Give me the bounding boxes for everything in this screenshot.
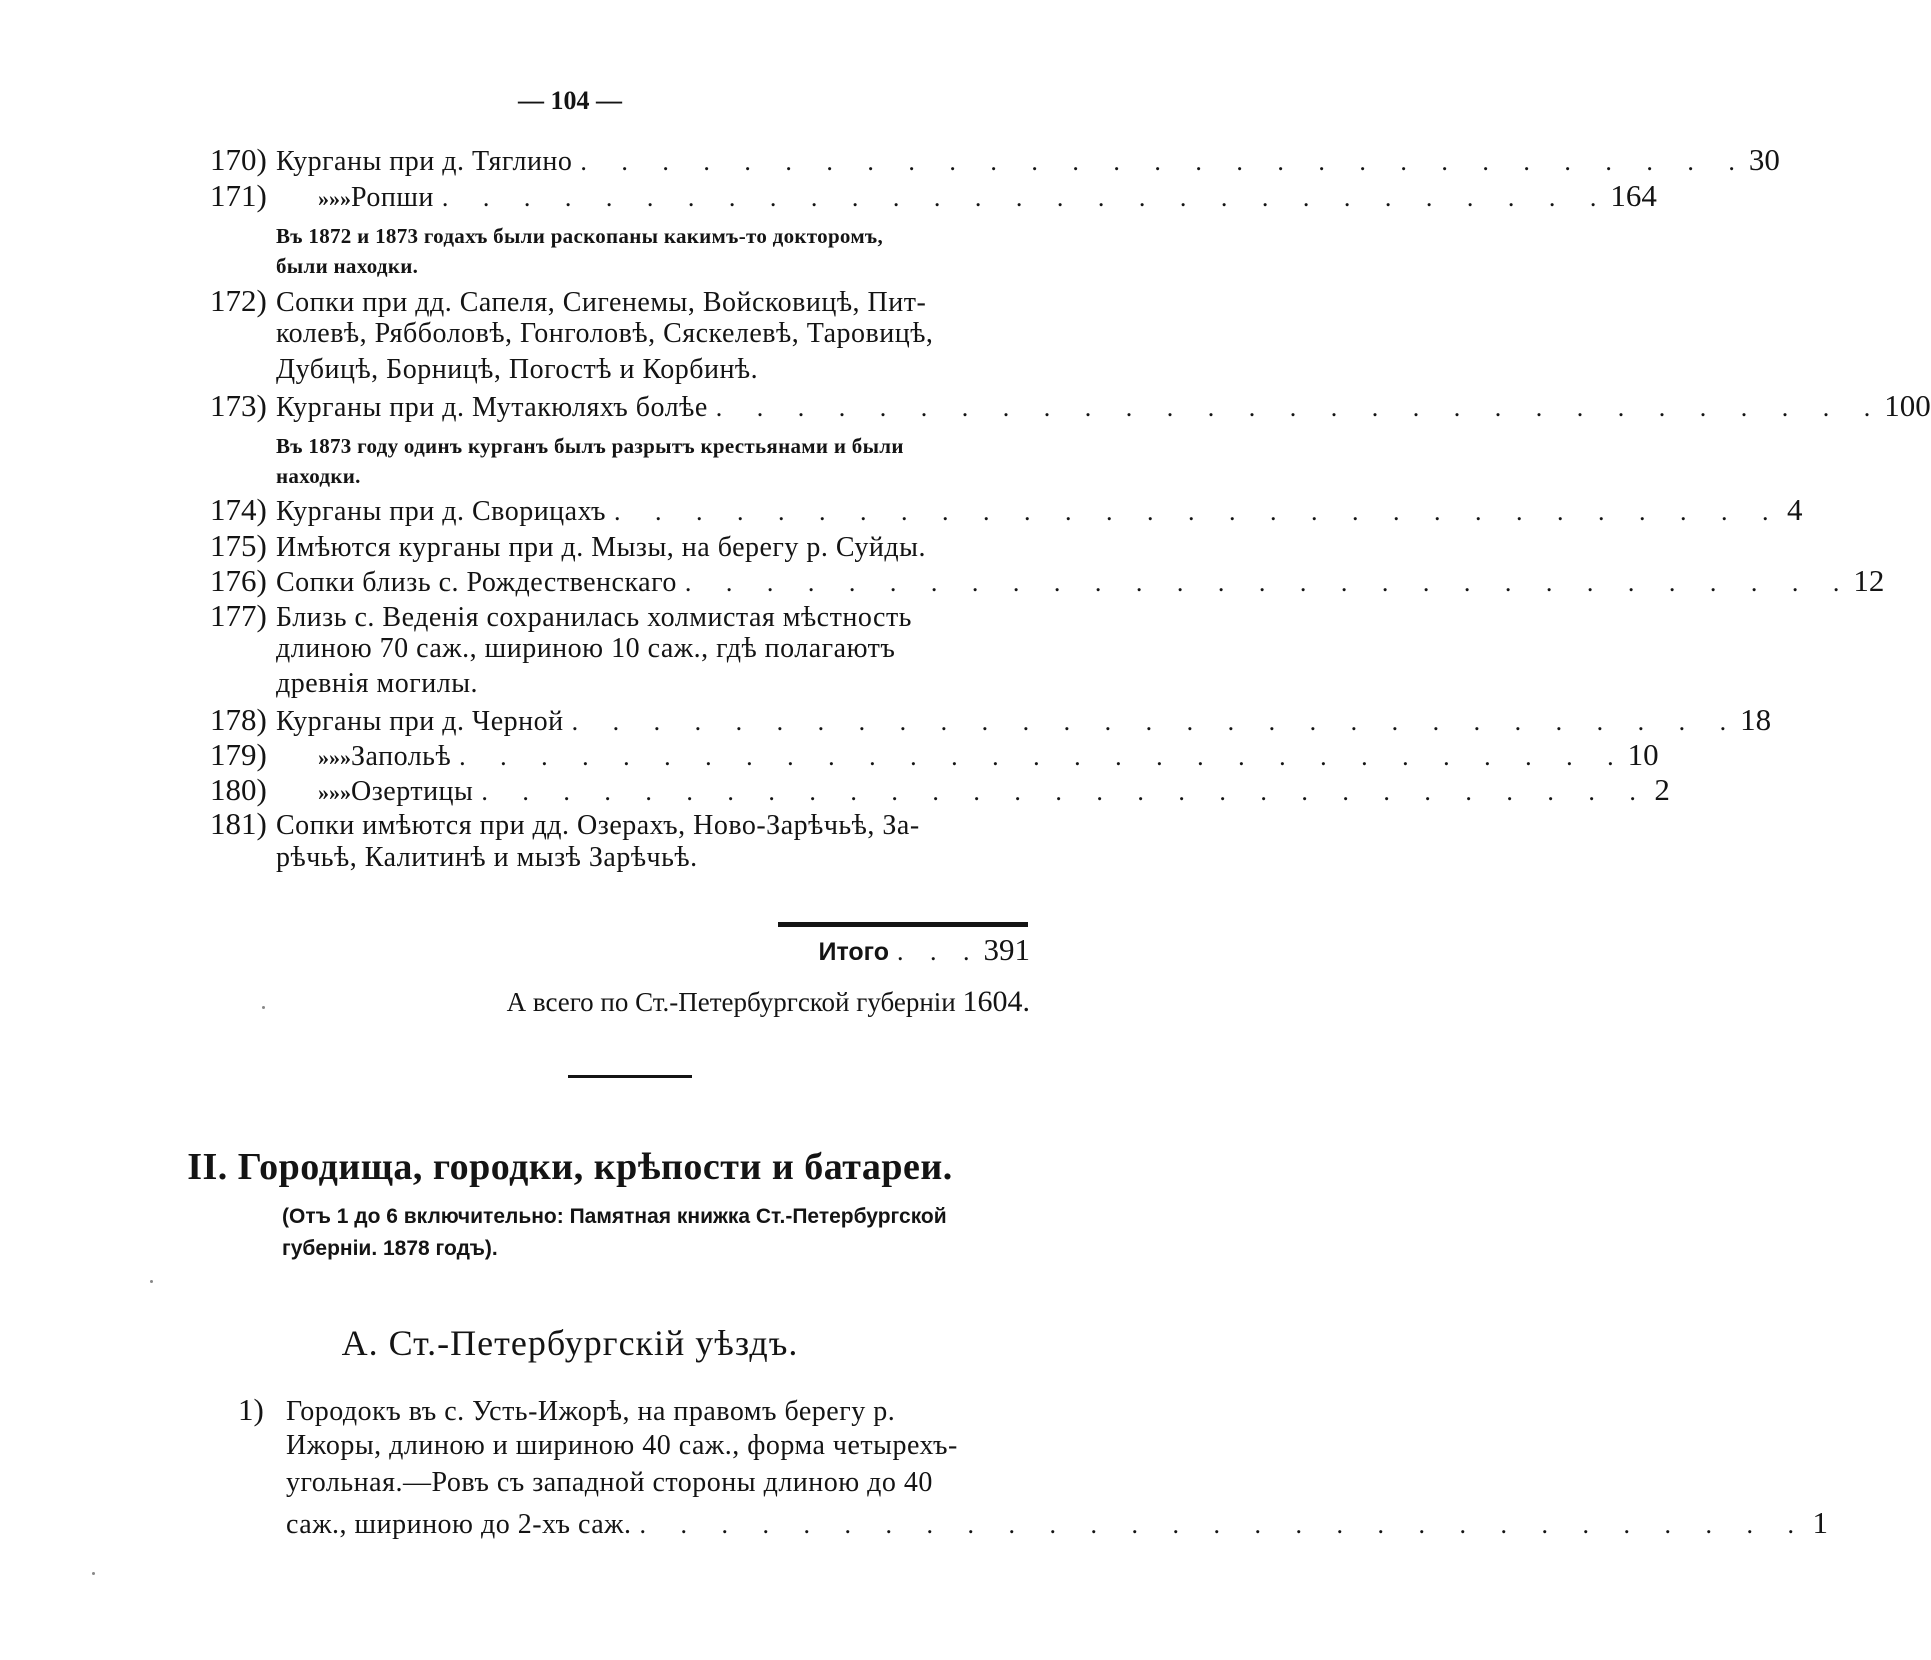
entry-count: 100 [1884, 388, 1931, 423]
entry-177 [210, 598, 1030, 634]
entry-count: 10 [1627, 737, 1659, 772]
total-value: 391 [983, 932, 1030, 967]
entry-number: 175) [210, 528, 267, 563]
entry-175 [210, 528, 1030, 564]
section-heading: II. Городища, городки, крѣпости и батареи. [187, 1146, 953, 1188]
entry-count: 4 [1787, 492, 1803, 527]
entry-number: 173) [210, 388, 267, 423]
entry-176 [210, 563, 1885, 599]
scan-speck [92, 1572, 95, 1575]
entry-count: 12 [1853, 563, 1885, 598]
ditto-mark: » [340, 745, 351, 770]
entry-180 [210, 772, 1670, 808]
entry-continuation: длиною 70 саж., шириною 10 саж., гдѣ полагаютъ [276, 633, 896, 664]
leader-dots: . . . . . . . . . . . . . . . . . . . . . . . . . . . . . [571, 707, 1741, 736]
entry-number: 178) [210, 702, 267, 737]
leader-dots: . . . . . . . . . . . . . . . . . . . . . . . . . . . . . [481, 777, 1650, 806]
entry-text: Курганы при д. Сворицахъ [276, 496, 607, 527]
entry-170 [210, 142, 1780, 178]
grand-total [300, 985, 1030, 1019]
entry-number: 170) [210, 142, 267, 177]
entry-text: Сопки при дд. Сапеля, Сигенемы, Войсковицѣ, Пит- [276, 287, 927, 318]
entry-count: 18 [1740, 702, 1772, 737]
ditto-mark: » [329, 186, 340, 211]
entry-number: 181) [210, 806, 267, 841]
item-continuation: Ижоры, длиною и шириною 40 саж., форма четырехъ- [286, 1430, 958, 1461]
entry-text: Запольѣ [351, 741, 452, 772]
entry-continuation: Дубицѣ, Борницѣ, Погостѣ и Корбинѣ. [276, 354, 759, 385]
item-continuation: угольная.—Ровъ съ западной стороны длиною до 40 [286, 1467, 933, 1498]
entry-text: Озертицы [351, 776, 474, 807]
source-note-line: губерніи. 1878 годъ). [282, 1237, 498, 1260]
entry-178 [210, 702, 1772, 738]
entry-text: Курганы при д. Черной [276, 706, 564, 737]
section-divider [568, 1075, 692, 1078]
entry-count: 164 [1610, 178, 1657, 213]
item-count: 1 [1812, 1505, 1828, 1540]
leader-dots: . . . . . . . . . . . . . . . . . . . . . . . . . . . . . [441, 183, 1611, 212]
leader-dots: . . . . . . . . . . . . . . . . . . . . . . . . . . . . . [459, 742, 1628, 771]
scan-speck [150, 1280, 153, 1283]
ditto-mark: » [329, 780, 340, 805]
ditto-mark: » [318, 186, 329, 211]
leader-dots: . . . . . . . . . . . . . . . . . . . . . . . . . . . . . [684, 568, 1854, 597]
entry-number: 174) [210, 492, 267, 527]
entry-note-line: находки. [276, 464, 361, 488]
leader-dots: . . . . . . . . . . . . . . . . . . . . . . . . . . . . . [715, 393, 1885, 422]
grand-total-value: 1604. [962, 985, 1030, 1018]
ditto-mark: » [329, 745, 340, 770]
entry-179 [210, 737, 1659, 773]
entry-171 [210, 178, 1657, 214]
entry-text: Имѣются курганы при д. Мызы, на берегу р. Суйды. [276, 532, 926, 563]
total-dots: . . . [897, 937, 980, 966]
entry-note-line: Въ 1872 и 1873 годахъ были раскопаны какимъ-то докторомъ, [276, 224, 884, 248]
entry-172 [210, 283, 1030, 319]
entry-text: Близь с. Веденія сохранилась холмистая мѣстность [276, 602, 912, 633]
entry-count: 30 [1748, 142, 1780, 177]
entry-number: 176) [210, 563, 267, 598]
scan-speck [262, 1006, 265, 1009]
item-last-line [286, 1505, 1828, 1543]
ditto-mark: » [340, 780, 351, 805]
entry-text: Курганы при д. Тяглино [276, 146, 573, 177]
entry-number: 177) [210, 598, 267, 633]
entry-number: 180) [210, 772, 267, 807]
entry-note-line: были находки. [276, 254, 419, 278]
ditto-mark: » [340, 186, 351, 211]
entry-number: 179) [210, 737, 267, 772]
entry-number: 171) [210, 178, 267, 213]
entry-text: Сопки близь с. Рождественскаго [276, 567, 677, 598]
entry-174 [210, 492, 1803, 528]
item-number: 1) [238, 1392, 264, 1427]
page-number: — 104 — [518, 86, 622, 115]
entry-note-line: Въ 1873 году одинъ курганъ былъ разрытъ крестьянами и были [276, 434, 904, 458]
entry-continuation: рѣчьѣ, Калитинѣ и мызѣ Зарѣчьѣ. [276, 842, 698, 873]
ditto-mark: » [318, 745, 329, 770]
grand-total-text: А всего по Ст.-Петербургской губерніи [506, 987, 956, 1017]
item-text: саж., шириною до 2-хъ саж. [286, 1509, 632, 1540]
entry-173 [210, 388, 1931, 424]
entry-text: Сопки имѣются при дд. Озерахъ, Ново-Зарѣчьѣ, За- [276, 810, 920, 841]
entry-text: Ропши [351, 182, 434, 213]
total-label: Итого [818, 938, 889, 966]
entry-text: Курганы при д. Мутакюляхъ болѣе [276, 392, 708, 423]
subsection-heading: А. Ст.-Петербургскій уѣздъ. [341, 1323, 799, 1363]
leader-dots: . . . . . . . . . . . . . . . . . . . . . . . . . . . . . [580, 147, 1749, 176]
ditto-mark: » [318, 780, 329, 805]
leader-dots: . . . . . . . . . . . . . . . . . . . . . . . . . . . . . [639, 1510, 1808, 1539]
total-row [780, 932, 1030, 968]
entry-181 [210, 806, 1030, 842]
source-note-line: (Отъ 1 до 6 включительно: Памятная книжка Ст.-Петербургской [282, 1205, 947, 1228]
item-1 [238, 1392, 1030, 1430]
item-text: Городокъ въ с. Усть-Ижорѣ, на правомъ берегу р. [286, 1396, 896, 1427]
leader-dots: . . . . . . . . . . . . . . . . . . . . . . . . . . . . . [614, 497, 1783, 526]
total-rule [778, 922, 1028, 927]
entry-number: 172) [210, 283, 267, 318]
entry-count: 2 [1654, 772, 1670, 807]
entry-continuation: древнія могилы. [276, 668, 479, 699]
entry-continuation: колевѣ, Рябболовѣ, Гонголовѣ, Сяскелевѣ, Таровицѣ, [276, 318, 934, 349]
